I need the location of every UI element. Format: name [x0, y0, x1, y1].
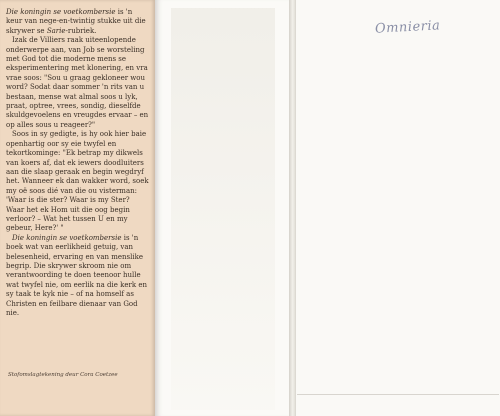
- book-title-italic: Die koningin se voetkombersie: [6, 8, 116, 16]
- magazine-name: Sarie: [46, 26, 66, 35]
- flap-blurb: [6, 8, 149, 318]
- blurb-paragraph-3: Soos in sy gedigte, is hy ook hier baie openhartig oor sy eie twyfel en tekortkominge: "Ek betrap my dikwels van koers af, dat ek iewers doodluiters aan die slaap geraak en begin wegdryf het. Wanneer ek dan wakker word, soek my oë soos dié van die ou visterman: 'Waar is die ster? Waar is my Ster? Waar het ek Hom uit die oog begin verloor? – Wat het tussen U en my gebeur, Here?' ": [6, 130, 149, 233]
- cover-illustration-credit: Stofomslagtekening deur Cora Coetzee: [8, 372, 118, 378]
- paper-shading: [171, 8, 275, 410]
- endpaper-left: [155, 0, 289, 416]
- blurb-text: is 'n boek wat van eerlikheid getuig, van belesenheid, ervaring en van menslike begrip. Die skrywer skroom nie om verantwoording te doen teenoor hulle wat twyfel nie, om eerlik na die kerk en sy taak te kyk nie – of na homself as Christen en feilbare dienaar van God nie.: [6, 233, 147, 317]
- flyleaf-right: [295, 0, 500, 416]
- handwritten-inscription: Omnieria: [374, 18, 441, 37]
- blurb-paragraph-1: [6, 8, 149, 36]
- blurb-text: is 'n keur van nege-en-twintig stukke uit die skrywer se: [6, 8, 146, 35]
- dust-jacket-flap: [0, 0, 155, 416]
- blurb-paragraph-2: Izak de Villiers raak uiteenlopende onderwerpe aan, van Job se worsteling met God tot die moderne mens se eksperimentering met klonering, en vra vrae soos: "Sou u graag gekloneer wou word? Sodat daar sommer 'n rits van u bestaan, mense wat almal soos u lyk, praat, optree, vrees, sondig, dieselfde skuldgevoelens en vreugdes ervaar – en op alles sous u reageer?": [6, 36, 149, 129]
- book-title-italic: Die koningin se voetkombersie: [12, 233, 122, 242]
- blurb-text: -rubriek.: [65, 26, 97, 35]
- blurb-paragraph-4: [6, 234, 149, 319]
- page-edge-line: [297, 394, 499, 395]
